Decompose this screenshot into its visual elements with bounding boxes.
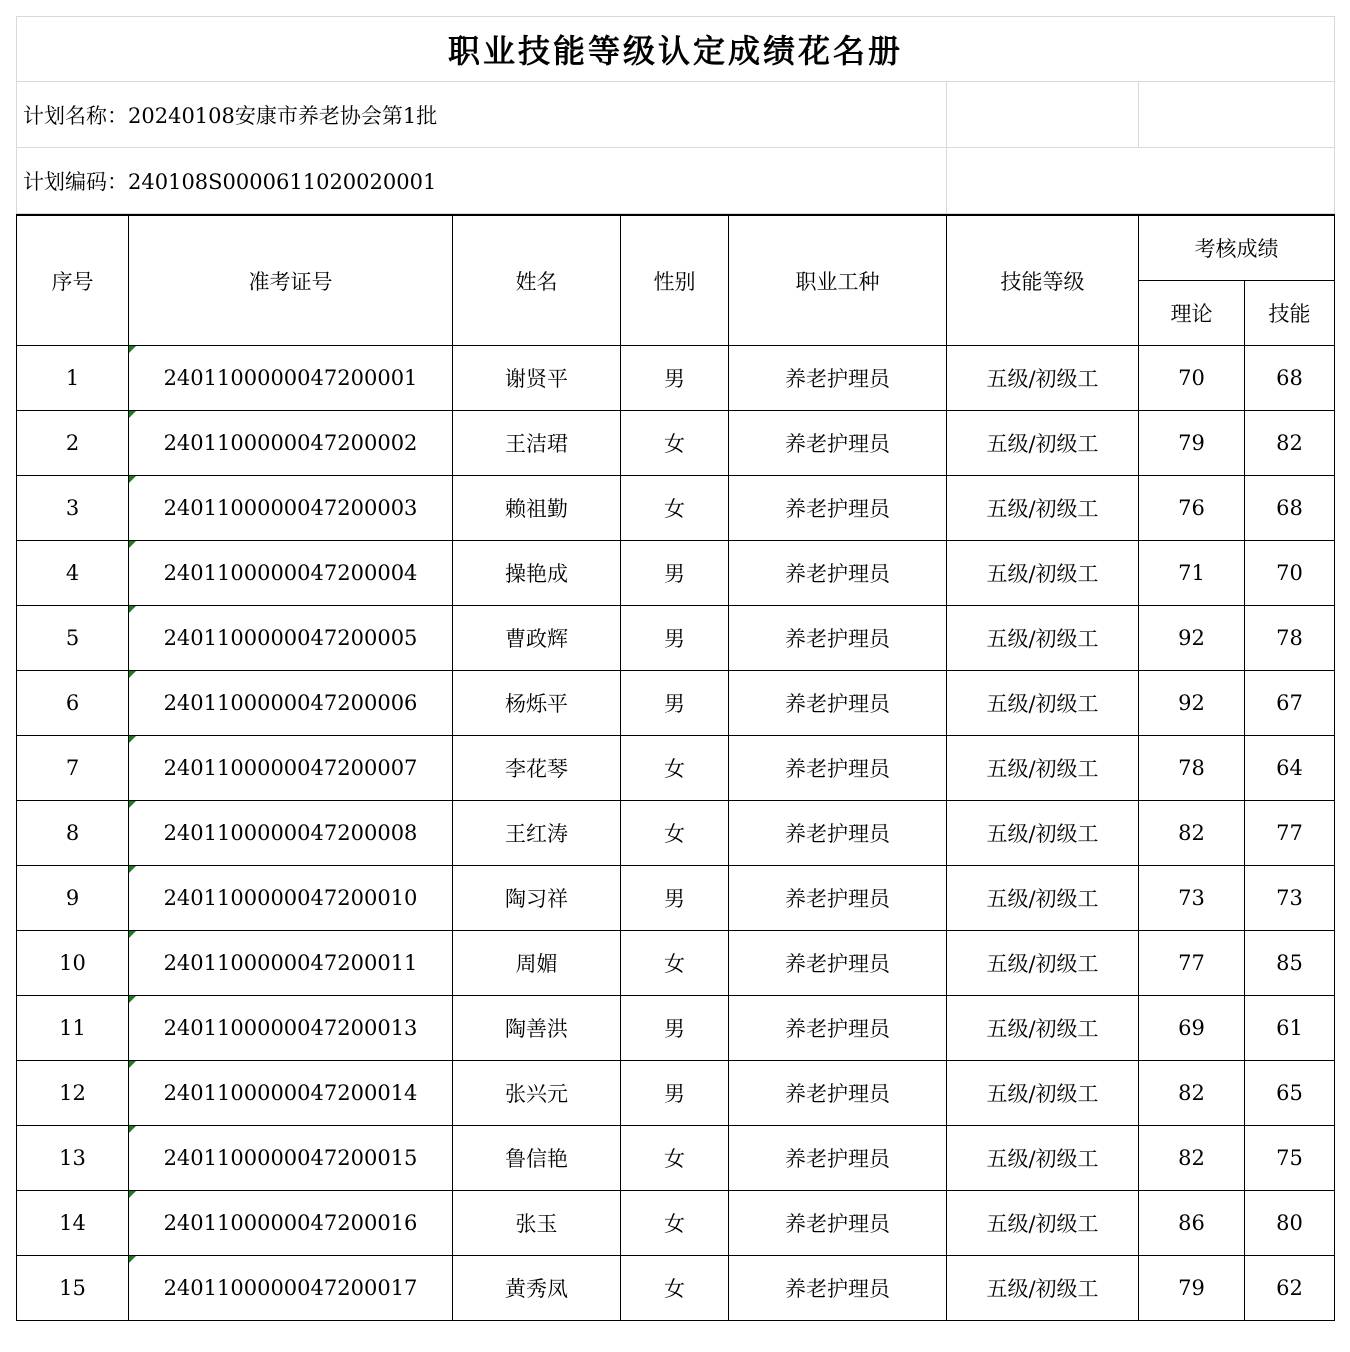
exam-no-text: 2401100000047200003	[163, 496, 418, 520]
exam-no-text: 2401100000047200005	[163, 626, 418, 650]
cell-skill[interactable]: 73	[1245, 866, 1335, 931]
exam-no-text: 2401100000047200010	[163, 886, 418, 910]
plan-code: 计划编码：240108S0000611020020001	[17, 148, 947, 214]
cell-name[interactable]: 黄秀凤	[453, 1256, 621, 1321]
text-number-marker-icon	[129, 1256, 136, 1263]
text-number-marker-icon	[129, 671, 136, 678]
table-row[interactable]	[17, 1256, 1335, 1321]
cell-skill[interactable]: 82	[1245, 411, 1335, 476]
cell-gender[interactable]: 女	[621, 1256, 729, 1321]
cell-seq[interactable]: 9	[17, 866, 129, 931]
cell-skill[interactable]: 75	[1245, 1126, 1335, 1191]
cell-occupation[interactable]: 养老护理员	[729, 1126, 947, 1191]
cell-theory[interactable]: 92	[1139, 606, 1245, 671]
header-seq: 序号	[17, 215, 129, 346]
cell-name[interactable]: 陶善洪	[453, 996, 621, 1061]
cell-seq[interactable]: 3	[17, 476, 129, 541]
cell-occupation[interactable]: 养老护理员	[729, 671, 947, 736]
cell-theory[interactable]: 76	[1139, 476, 1245, 541]
text-number-marker-icon	[129, 931, 136, 938]
cell-level[interactable]: 五级/初级工	[947, 1191, 1139, 1256]
text-number-marker-icon	[129, 476, 136, 483]
cell-level[interactable]: 五级/初级工	[947, 801, 1139, 866]
exam-no-text: 2401100000047200006	[163, 691, 418, 715]
exam-no-text: 2401100000047200001	[163, 366, 418, 390]
cell-gender[interactable]: 女	[621, 736, 729, 801]
header-theory: 理论	[1139, 281, 1245, 346]
table-row[interactable]	[17, 606, 1335, 671]
cell-skill[interactable]: 78	[1245, 606, 1335, 671]
cell-exam-no[interactable]	[129, 671, 453, 736]
cell-name[interactable]: 赖祖勤	[453, 476, 621, 541]
cell-theory[interactable]: 77	[1139, 931, 1245, 996]
cell-skill[interactable]: 70	[1245, 541, 1335, 606]
cell-level[interactable]: 五级/初级工	[947, 671, 1139, 736]
cell-level[interactable]: 五级/初级工	[947, 736, 1139, 801]
cell-gender[interactable]: 女	[621, 476, 729, 541]
cell-level[interactable]: 五级/初级工	[947, 1256, 1139, 1321]
exam-no-text: 2401100000047200004	[163, 561, 418, 585]
cell-occupation[interactable]: 养老护理员	[729, 931, 947, 996]
cell-exam-no[interactable]	[129, 1126, 453, 1191]
cell-seq[interactable]: 7	[17, 736, 129, 801]
cell-occupation[interactable]: 养老护理员	[729, 606, 947, 671]
header-name: 姓名	[453, 215, 621, 346]
text-number-marker-icon	[129, 411, 136, 418]
cell-name[interactable]: 操艳成	[453, 541, 621, 606]
cell-gender[interactable]: 女	[621, 411, 729, 476]
cell-exam-no[interactable]	[129, 606, 453, 671]
cell-exam-no[interactable]	[129, 736, 453, 801]
cell-seq[interactable]: 6	[17, 671, 129, 736]
table-row[interactable]	[17, 1191, 1335, 1256]
cell-gender[interactable]: 男	[621, 541, 729, 606]
cell-occupation[interactable]: 养老护理员	[729, 541, 947, 606]
cell-level[interactable]: 五级/初级工	[947, 476, 1139, 541]
cell-name[interactable]: 王洁珺	[453, 411, 621, 476]
cell-skill[interactable]: 85	[1245, 931, 1335, 996]
cell-seq[interactable]: 2	[17, 411, 129, 476]
cell-theory[interactable]: 73	[1139, 866, 1245, 931]
cell-gender[interactable]: 男	[621, 671, 729, 736]
table-row[interactable]	[17, 671, 1335, 736]
table-row[interactable]	[17, 411, 1335, 476]
text-number-marker-icon	[129, 866, 136, 873]
cell-name[interactable]: 曹政辉	[453, 606, 621, 671]
cell-skill[interactable]: 68	[1245, 346, 1335, 411]
cell-seq[interactable]: 4	[17, 541, 129, 606]
cell-gender[interactable]: 男	[621, 1061, 729, 1126]
text-number-marker-icon	[129, 736, 136, 743]
cell-skill[interactable]: 62	[1245, 1256, 1335, 1321]
table-row[interactable]	[17, 346, 1335, 411]
cell-exam-no[interactable]	[129, 346, 453, 411]
cell-exam-no[interactable]	[129, 801, 453, 866]
exam-no-text: 2401100000047200013	[163, 1016, 418, 1040]
roster-sheet	[16, 16, 1334, 1321]
cell-seq[interactable]: 5	[17, 606, 129, 671]
cell-seq[interactable]: 8	[17, 801, 129, 866]
cell-seq[interactable]: 11	[17, 996, 129, 1061]
cell-theory[interactable]: 78	[1139, 736, 1245, 801]
header-level: 技能等级	[947, 215, 1139, 346]
cell-theory[interactable]: 82	[1139, 801, 1245, 866]
text-number-marker-icon	[129, 1061, 136, 1068]
header-block	[16, 16, 1335, 214]
cell-theory[interactable]: 82	[1139, 1126, 1245, 1191]
cell-skill[interactable]: 64	[1245, 736, 1335, 801]
cell-name[interactable]: 王红涛	[453, 801, 621, 866]
cell-exam-no[interactable]	[129, 931, 453, 996]
cell-exam-no[interactable]	[129, 411, 453, 476]
cell-occupation[interactable]: 养老护理员	[729, 476, 947, 541]
cell-level[interactable]: 五级/初级工	[947, 541, 1139, 606]
header-skill: 技能	[1245, 281, 1335, 346]
cell-exam-no[interactable]	[129, 476, 453, 541]
cell-theory[interactable]: 92	[1139, 671, 1245, 736]
cell-occupation[interactable]: 养老护理员	[729, 801, 947, 866]
cell-seq[interactable]: 10	[17, 931, 129, 996]
table-row[interactable]	[17, 996, 1335, 1061]
cell-seq[interactable]: 12	[17, 1061, 129, 1126]
cell-seq[interactable]: 14	[17, 1191, 129, 1256]
exam-no-text: 2401100000047200008	[163, 821, 418, 845]
cell-theory[interactable]: 82	[1139, 1061, 1245, 1126]
header-gender: 性别	[621, 215, 729, 346]
cell-seq[interactable]: 15	[17, 1256, 129, 1321]
cell-skill[interactable]: 77	[1245, 801, 1335, 866]
cell-gender[interactable]: 男	[621, 346, 729, 411]
score-table	[16, 214, 1335, 1321]
cell-occupation[interactable]: 养老护理员	[729, 346, 947, 411]
cell-gender[interactable]: 女	[621, 931, 729, 996]
exam-no-text: 2401100000047200017	[163, 1276, 418, 1300]
table-row[interactable]	[17, 1061, 1335, 1126]
header-occupation: 职业工种	[729, 215, 947, 346]
cell-theory[interactable]: 79	[1139, 1256, 1245, 1321]
exam-no-text: 2401100000047200014	[163, 1081, 418, 1105]
cell-level[interactable]: 五级/初级工	[947, 1061, 1139, 1126]
cell-theory[interactable]: 69	[1139, 996, 1245, 1061]
cell-gender[interactable]: 男	[621, 996, 729, 1061]
cell-level[interactable]: 五级/初级工	[947, 1126, 1139, 1191]
table-row[interactable]	[17, 1126, 1335, 1191]
table-row[interactable]	[17, 931, 1335, 996]
cell-level[interactable]: 五级/初级工	[947, 606, 1139, 671]
exam-no-text: 2401100000047200011	[163, 951, 418, 975]
cell-exam-no[interactable]	[129, 1256, 453, 1321]
cell-exam-no[interactable]	[129, 866, 453, 931]
cell-name[interactable]: 李花琴	[453, 736, 621, 801]
cell-skill[interactable]: 80	[1245, 1191, 1335, 1256]
cell-name[interactable]: 张玉	[453, 1191, 621, 1256]
cell-level[interactable]: 五级/初级工	[947, 866, 1139, 931]
cell-gender[interactable]: 男	[621, 606, 729, 671]
cell-gender[interactable]: 女	[621, 801, 729, 866]
blank-cell	[947, 148, 1335, 214]
cell-seq[interactable]: 13	[17, 1126, 129, 1191]
cell-name[interactable]: 杨烁平	[453, 671, 621, 736]
cell-gender[interactable]: 女	[621, 1191, 729, 1256]
cell-level[interactable]: 五级/初级工	[947, 996, 1139, 1061]
cell-gender[interactable]: 女	[621, 1126, 729, 1191]
cell-name[interactable]: 谢贤平	[453, 346, 621, 411]
cell-theory[interactable]: 86	[1139, 1191, 1245, 1256]
cell-seq[interactable]: 1	[17, 346, 129, 411]
cell-theory[interactable]: 79	[1139, 411, 1245, 476]
table-row[interactable]	[17, 801, 1335, 866]
exam-no-text: 2401100000047200015	[163, 1146, 418, 1170]
text-number-marker-icon	[129, 541, 136, 548]
cell-occupation[interactable]: 养老护理员	[729, 996, 947, 1061]
page-title: 职业技能等级认定成绩花名册	[17, 17, 1335, 82]
cell-exam-no[interactable]	[129, 1191, 453, 1256]
exam-no-text: 2401100000047200007	[163, 756, 418, 780]
header-exam-no: 准考证号	[129, 215, 453, 346]
plan-name: 计划名称：20240108安康市养老协会第1批	[17, 82, 947, 148]
cell-exam-no[interactable]	[129, 541, 453, 606]
blank-cell	[947, 82, 1139, 148]
table-row[interactable]	[17, 476, 1335, 541]
text-number-marker-icon	[129, 346, 136, 353]
cell-name[interactable]: 陶习祥	[453, 866, 621, 931]
text-number-marker-icon	[129, 606, 136, 613]
exam-no-text: 2401100000047200016	[163, 1211, 418, 1235]
blank-cell	[1139, 82, 1335, 148]
cell-occupation[interactable]: 养老护理员	[729, 411, 947, 476]
cell-theory[interactable]: 70	[1139, 346, 1245, 411]
text-number-marker-icon	[129, 1126, 136, 1133]
cell-occupation[interactable]: 养老护理员	[729, 1061, 947, 1126]
text-number-marker-icon	[129, 996, 136, 1003]
table-row[interactable]	[17, 541, 1335, 606]
cell-skill[interactable]: 68	[1245, 476, 1335, 541]
cell-exam-no[interactable]	[129, 996, 453, 1061]
table-row[interactable]	[17, 866, 1335, 931]
cell-name[interactable]: 周媚	[453, 931, 621, 996]
cell-occupation[interactable]: 养老护理员	[729, 1191, 947, 1256]
cell-name[interactable]: 鲁信艳	[453, 1126, 621, 1191]
cell-level[interactable]: 五级/初级工	[947, 346, 1139, 411]
cell-theory[interactable]: 71	[1139, 541, 1245, 606]
cell-skill[interactable]: 65	[1245, 1061, 1335, 1126]
header-score-group: 考核成绩	[1139, 215, 1335, 281]
cell-name[interactable]: 张兴元	[453, 1061, 621, 1126]
cell-exam-no[interactable]	[129, 1061, 453, 1126]
cell-level[interactable]: 五级/初级工	[947, 411, 1139, 476]
cell-occupation[interactable]: 养老护理员	[729, 866, 947, 931]
cell-occupation[interactable]: 养老护理员	[729, 736, 947, 801]
text-number-marker-icon	[129, 801, 136, 808]
cell-skill[interactable]: 61	[1245, 996, 1335, 1061]
cell-level[interactable]: 五级/初级工	[947, 931, 1139, 996]
table-row[interactable]	[17, 736, 1335, 801]
cell-occupation[interactable]: 养老护理员	[729, 1256, 947, 1321]
cell-skill[interactable]: 67	[1245, 671, 1335, 736]
cell-gender[interactable]: 男	[621, 866, 729, 931]
table-body	[17, 346, 1335, 1321]
exam-no-text: 2401100000047200002	[163, 431, 418, 455]
text-number-marker-icon	[129, 1191, 136, 1198]
